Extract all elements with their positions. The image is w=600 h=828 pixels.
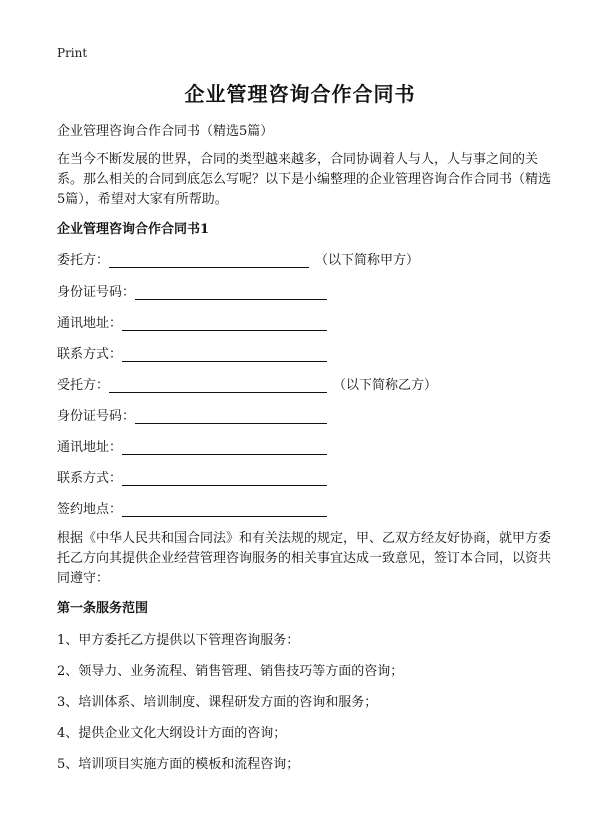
field-note: （以下简称乙方） — [333, 378, 438, 393]
field-principal-address — [57, 312, 327, 331]
fill-blank — [135, 285, 327, 300]
field-signing-place — [57, 498, 327, 517]
document-subtitle: 企业管理咨询合作合同书（精选5篇） — [57, 124, 274, 139]
field-label: 联系方式： — [57, 347, 123, 362]
list-item: 4、提供企业文化大纲设计方面的咨询； — [57, 726, 287, 741]
field-label: 受托方： — [57, 378, 110, 393]
field-label: 身份证号码： — [57, 409, 136, 424]
field-agent — [57, 374, 437, 393]
fill-blank — [122, 502, 327, 517]
print-link[interactable]: Print — [57, 46, 88, 60]
fill-blank — [122, 347, 327, 362]
field-principal — [57, 249, 419, 268]
contract-heading: 企业管理咨询合作合同书1 — [57, 222, 210, 237]
list-item: 3、培训体系、培训制度、课程研发方面的咨询和服务； — [57, 695, 378, 710]
field-label: 身份证号码： — [57, 285, 136, 300]
field-label: 通讯地址： — [57, 440, 123, 455]
list-item: 5、培训项目实施方面的模板和流程咨询； — [57, 757, 300, 772]
fill-blank — [122, 440, 327, 455]
field-label: 委托方： — [57, 253, 110, 268]
fill-blank — [122, 471, 327, 486]
field-note: （以下简称甲方） — [315, 253, 420, 268]
field-label: 签约地点： — [57, 502, 123, 517]
list-item: 2、领导力、业务流程、销售管理、销售技巧等方面的咨询； — [57, 664, 404, 679]
field-principal-id — [57, 281, 327, 300]
intro-paragraph: 在当今不断发展的世界，合同的类型越来越多，合同协调着人与人，人与事之间的关系。那么相关的合同到底怎么写呢？以下是小编整理的企业管理咨询合作合同书（精选5篇），希望对大家有所帮助。 — [57, 152, 552, 207]
field-label: 联系方式： — [57, 471, 123, 486]
field-agent-contact — [57, 467, 327, 486]
list-item: 1、甲方委托乙方提供以下管理咨询服务： — [57, 633, 300, 648]
field-agent-id — [57, 405, 327, 424]
article-heading: 第一条服务范围 — [57, 601, 149, 616]
fill-blank — [122, 316, 327, 331]
preamble-paragraph: 根据《中华人民共和国合同法》和有关法规的规定，甲、乙双方经友好协商，就甲方委托乙方向其提供企业经营管理咨询服务的相关事宜达成一致意见，签订本合同，以资共同遵守： — [57, 531, 552, 586]
page-title: 企业管理咨询合作合同书 — [184, 82, 416, 106]
field-principal-contact — [57, 343, 327, 362]
fill-blank — [109, 253, 309, 268]
fill-blank — [109, 378, 327, 393]
fill-blank — [135, 409, 327, 424]
field-agent-address — [57, 436, 327, 455]
field-label: 通讯地址： — [57, 316, 123, 331]
